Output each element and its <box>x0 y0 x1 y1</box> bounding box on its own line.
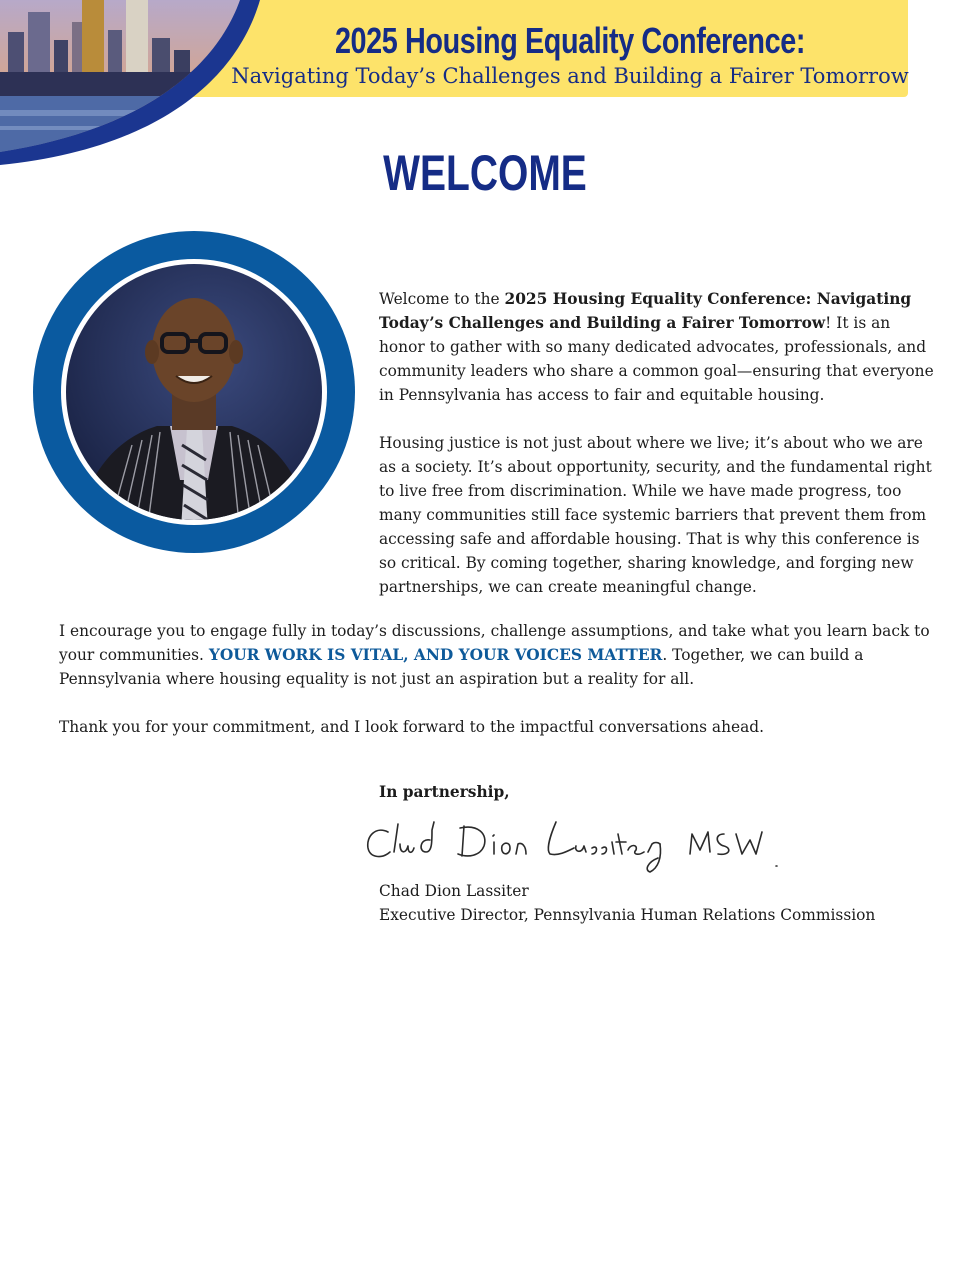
conference-subtitle: Navigating Today’s Challenges and Building a Fairer Tomorrow <box>231 64 909 88</box>
paragraph-rest: ! It is an honor to gather with so many dedicated advocates, professionals, and community leaders who share a common goal—ensuring that everyone in Pennsylvania has access to fair and equitable housing. <box>379 314 934 404</box>
page-title: WELCOME <box>383 145 587 201</box>
thank-you-paragraph: Thank you for your commitment, and I look forward to the impactful conversations ahead. <box>59 718 765 736</box>
paragraph-before: I encourage you to engage fully in today’s discussions, challenge assumptions, and take what you learn back to your communities. <box>59 622 930 664</box>
handwritten-signature <box>360 812 800 878</box>
closing-line: In partnership, <box>379 783 510 801</box>
signer-name: Chad Dion Lassiter <box>379 882 529 900</box>
conference-name-bold: 2025 Housing Equality Conference: Navigating Today’s Challenges and Building a Fairer Tomorrow <box>379 290 912 332</box>
housing-justice-paragraph: Housing justice is not just about where we live; it’s about who we are as a society. It’s about opportunity, security, and the fundamental right to live free from discrimination. While we have made progress, too many communities still face systemic barriers that prevent them from accessing safe and affordable housing. That is why this conference is so critical. By coming together, sharing knowledge, and forging new partnerships, we can create meaningful change. <box>379 434 932 596</box>
encouragement-paragraph <box>59 619 939 691</box>
conference-title: 2025 Housing Equality Conference: <box>334 20 806 61</box>
welcome-paragraph <box>379 287 939 407</box>
portrait-photo <box>32 230 356 554</box>
signer-title: Executive Director, Pennsylvania Human Relations Commission <box>379 906 876 924</box>
highlight-text: YOUR WORK IS VITAL, AND YOUR VOICES MATTER <box>208 646 663 664</box>
paragraph-intro: Welcome to the <box>379 290 505 308</box>
paragraph-after: . Together, we can build a Pennsylvania where housing equality is not just an aspiration but a reality for all. <box>59 646 864 688</box>
